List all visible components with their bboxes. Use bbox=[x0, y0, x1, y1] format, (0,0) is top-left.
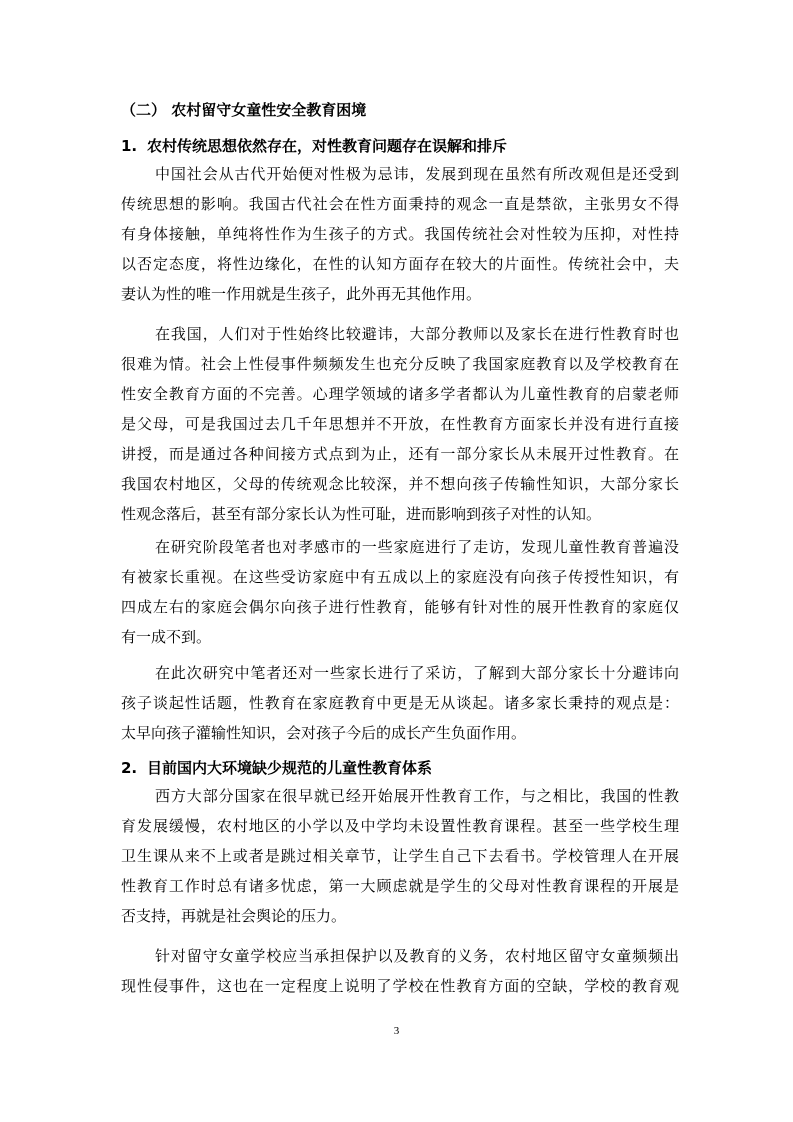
subheading-text: 农村传统思想依然存在，对性教育问题存在误解和排斥 bbox=[147, 137, 508, 155]
paragraph-4 bbox=[121, 658, 679, 748]
paragraph-line: 性安全教育方面的不完善。心理学领域的诸多学者都认为儿童性教育的启蒙老师 bbox=[121, 385, 679, 403]
paragraph-line: 在我国，人们对于性始终比较避讳，大部分教师以及家长在进行性教育时也 bbox=[155, 325, 679, 343]
paragraph-line: 否支持，再就是社会舆论的压力。 bbox=[121, 907, 347, 925]
paragraph-line: 孩子谈起性话题，性教育在家庭教育中更是无从谈起。诸多家长秉持的观点是： bbox=[121, 694, 679, 712]
paragraph-line: 性观念落后，甚至有部分家长认为性可耻，进而影响到孩子对性的认知。 bbox=[121, 505, 602, 523]
paragraph-line: 以否定态度，将性边缘化，在性的认知方面存在较大的片面性。传统社会中，夫 bbox=[121, 255, 679, 273]
paragraph-line: 性教育工作时总有诸多忧虑，第一大顾虑就是学生的父母对性教育课程的开展是 bbox=[121, 877, 679, 895]
paragraph-line: 四成左右的家庭会偶尔向孩子进行性教育，能够有针对性的展开性教育的家庭仅 bbox=[121, 598, 679, 616]
subheading-1 bbox=[121, 134, 681, 158]
page-number: 3 bbox=[393, 1025, 400, 1037]
paragraph-line: 在研究阶段笔者也对孝感市的一些家庭进行了走访，发现儿童性教育普遍没 bbox=[155, 538, 679, 556]
paragraph-2 bbox=[121, 319, 679, 529]
paragraph-line: 有被家长重视。在这些受访家庭中有五成以上的家庭没有向孩子传授性知识，有 bbox=[121, 568, 679, 586]
paragraph-line: 是父母，可是我国过去几千年思想并不开放，在性教育方面家长并没有进行直接 bbox=[121, 415, 679, 433]
paragraph-line: 在此次研究中笔者还对一些家长进行了采访，了解到大部分家长十分避讳向 bbox=[155, 664, 679, 682]
subheading-number: 1. bbox=[121, 137, 138, 155]
section-heading: （二） 农村留守女童性安全教育困境 bbox=[121, 101, 367, 119]
paragraph-1 bbox=[121, 159, 679, 309]
paragraph-line: 很难为情。社会上性侵事件频频发生也充分反映了我国家庭教育以及学校教育在 bbox=[121, 355, 679, 373]
paragraph-5 bbox=[121, 781, 679, 931]
paragraph-line: 针对留守女童学校应当承担保护以及教育的义务，农村地区留守女童频频出 bbox=[155, 947, 679, 965]
paragraph-line: 妻认为性的唯一作用就是生孩子，此外再无其他作用。 bbox=[121, 285, 482, 303]
subheading-number: 2. bbox=[121, 759, 138, 777]
paragraph-3 bbox=[121, 532, 679, 652]
paragraph-line: 现性侵事件，这也在一定程度上说明了学校在性教育方面的空缺，学校的教育观 bbox=[121, 977, 679, 995]
paragraph-line: 育发展缓慢，农村地区的小学以及中学均未设置性教育课程。甚至一些学校生理 bbox=[121, 817, 679, 835]
paragraph-line: 我国农村地区，父母的传统观念比较深，并不想向孩子传输性知识，大部分家长 bbox=[121, 475, 679, 493]
paragraph-line: 中国社会从古代开始便对性极为忌讳，发展到现在虽然有所改观但是还受到 bbox=[155, 165, 679, 183]
paragraph-line: 太早向孩子灌输性知识，会对孩子今后的成长产生负面作用。 bbox=[121, 724, 527, 742]
paragraph-line: 卫生课从来不上或者是跳过相关章节，让学生自己下去看书。学校管理人在开展 bbox=[121, 847, 679, 865]
paragraph-6 bbox=[121, 941, 679, 1001]
paragraph-line: 有一成不到。 bbox=[121, 628, 212, 646]
paragraph-line: 有身体接触，单纯将性作为生孩子的方式。我国传统社会对性较为压抑，对性持 bbox=[121, 225, 679, 243]
paragraph-line: 西方大部分国家在很早就已经开始展开性教育工作，与之相比，我国的性教 bbox=[155, 787, 679, 805]
paragraph-line: 讲授，而是通过各种间接方式点到为止，还有一部分家长从未展开过性教育。在 bbox=[121, 445, 679, 463]
paragraph-line: 传统思想的影响。我国古代社会在性方面秉持的观念一直是禁欲，主张男女不得 bbox=[121, 195, 679, 213]
subheading-2 bbox=[121, 756, 681, 780]
subheading-text: 目前国内大环境缺少规范的儿童性教育体系 bbox=[147, 759, 433, 777]
